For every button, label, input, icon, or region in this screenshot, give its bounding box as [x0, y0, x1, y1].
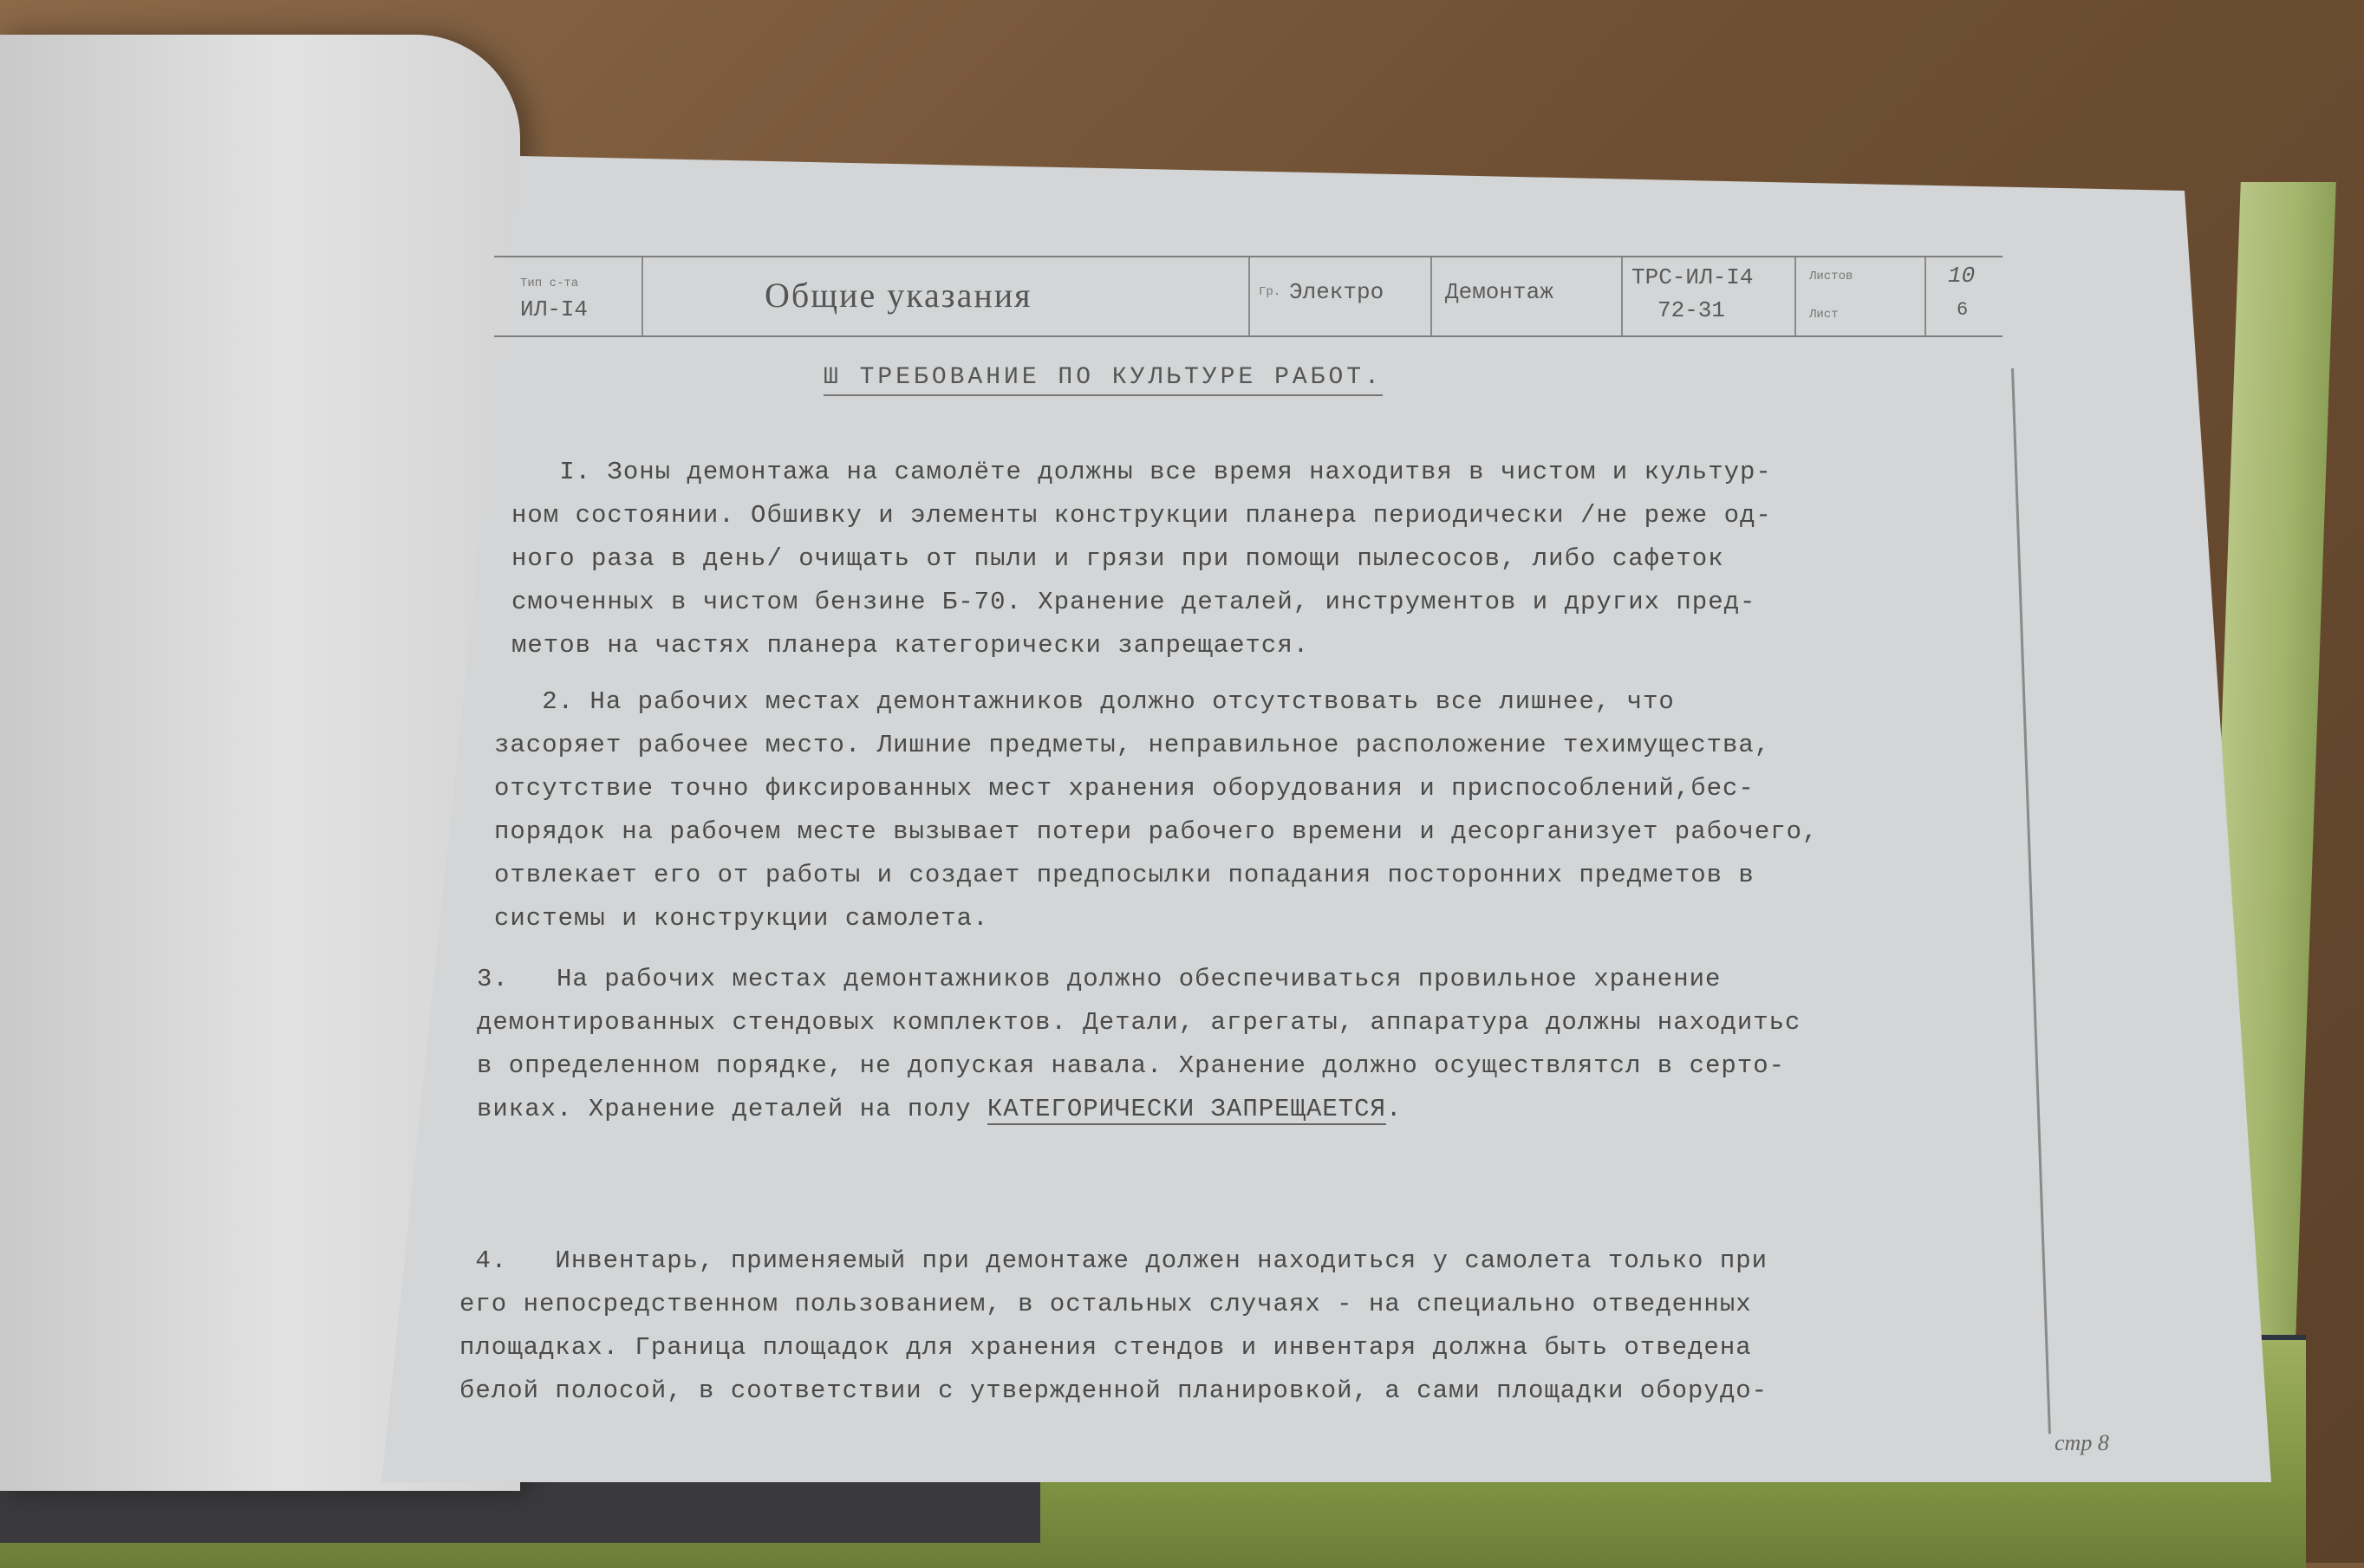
paragraph-1: I. Зоны демонтажа на самолёте должны все время находитвя в чистом и культур- ном состоянии. Обшивку и элементы конструкции планера периодически /не реже од- ного раза в день/ очищать от пыли и грязи при помощи пылесосов, либо сафеток смоченных в чистом бензине Б-70. Хранение деталей, инструментов и других пред- метов на частях планера категорически запрещается. [511, 458, 1772, 660]
paragraph-3 [477, 958, 1801, 1131]
type-label: Тип с-та [520, 277, 579, 290]
title-cell [641, 257, 1233, 335]
sheet-label: Лист [1809, 308, 1839, 322]
paragraph-3-text: 3. На рабочих местах демонтажников должно обеспечиваться провильное хранение демонтированных стендовых комплектов. Детали, агрегаты, аппаратура должны находитьс в определенном порядке, не допуская навала. Хранение должно осуществлятсл в серто- виках. Хранение деталей на полу [477, 965, 1801, 1123]
doc-code-top: ТРС-ИЛ-I4 [1631, 264, 1754, 290]
group-label: Гр. [1259, 285, 1281, 299]
title-block [494, 256, 2003, 337]
document-sheet [459, 221, 2176, 1487]
group-cell [1248, 257, 1423, 335]
sheets-label: Листов [1809, 270, 1853, 283]
section-value: Демонтаж [1445, 279, 1553, 305]
handwritten-page-mark: стр 8 [2055, 1430, 2109, 1455]
section-cell [1430, 257, 1614, 335]
paragraph-3-emphasis: КАТЕГОРИЧЕСКИ ЗАПРЕЩАЕТСЯ [987, 1095, 1386, 1123]
margin-rule [2011, 368, 2051, 1434]
doc-code-cell [1621, 257, 1796, 335]
group-value: Электро [1289, 279, 1384, 305]
paragraph-3-end: . [1385, 1095, 1403, 1123]
type-cell [494, 257, 641, 335]
paragraph-2: 2. На рабочих местах демонтажников должно отсутствовать все лишнее, что засоряет рабочее место. Лишние предметы, неправильное расположение техимущества, отсутствие точно фиксированных мест хранения оборудования и приспособлений,бес- порядок на рабочем месте вызывает потери рабочего времени и десорганизует рабочего, отвлекает его от работы и создает предпосылки попадания посторонних предметов в системы и конструкции самолета. [494, 687, 1819, 933]
document-title: Общие указания [765, 276, 1032, 315]
section-heading [824, 364, 1383, 391]
paragraph-4: 4. Инвентарь, применяемый при демонтаже должен находиться у самолета только при его непосредственном пользованием, в остальных случаях - на специально отведенных площадках. Граница площадок для хранения стендов и инвентаря должна быть отведена белой полосой, в соответствии с утвержденной планировкой, а сами площадки оборудо- [459, 1246, 1768, 1405]
section-heading-text: Ш ТРЕБОВАНИЕ ПО КУЛЬТУРЕ РАБОТ. [824, 364, 1383, 396]
sheets-label-cell [1794, 257, 1926, 335]
doc-code-bottom: 72-31 [1657, 297, 1726, 323]
sheets-value: 10 [1948, 263, 1976, 289]
sheet-value: 6 [1957, 299, 1969, 321]
type-value: ИЛ-I4 [520, 296, 589, 322]
sheets-value-cell [1924, 257, 2004, 335]
